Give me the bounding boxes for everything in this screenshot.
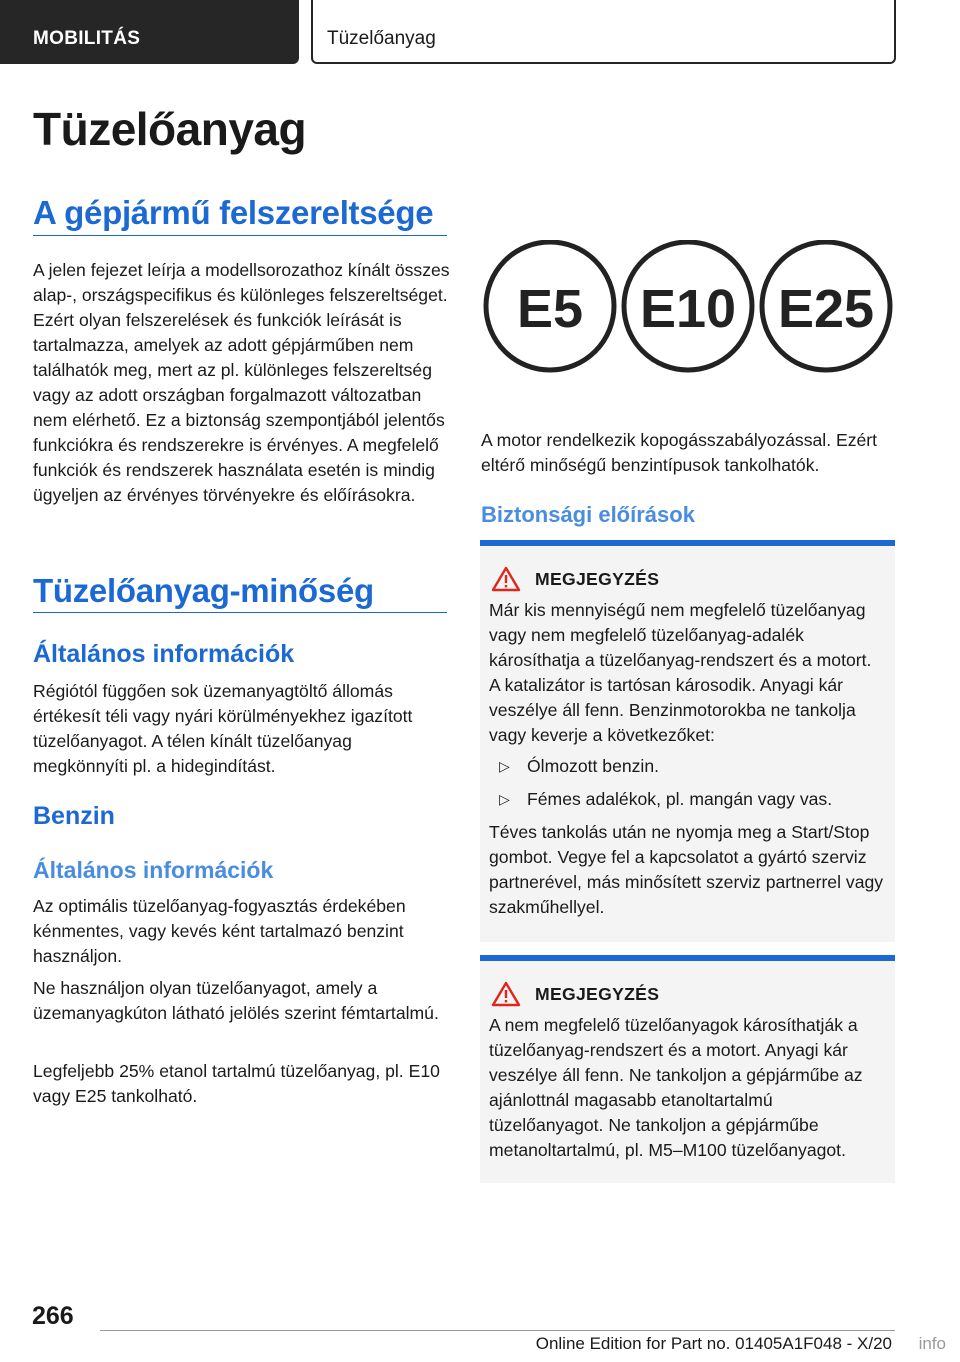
heading-fuel-quality: Tüzelőanyag-minőség: [33, 572, 374, 609]
paragraph-benzin-1: Az optimális tüzelőanyag-fogyasztás érdekében kénmentes, vagy kevés ként tartalmazó benzint használjon.: [33, 896, 406, 966]
warning-icon: [491, 981, 521, 1007]
edition-text: Online Edition for Part no. 01405A1F048 - X/20: [535, 1334, 892, 1353]
heading-equipment: A gépjármű felszereltsége: [33, 194, 434, 231]
paragraph-equipment: A jelen fejezet leírja a modellsorozathoz kínált összes alap-, országspecifikus és különleges felszereltséget. Ezért olyan felszerelések és funkciók leírását is tartalmazza, amelyek az adott gépjárműben nem találhatók meg, mert az pl. különleges felszereltség vagy az adott országban forgalmazott változatban nem elérhető. Ez a biztonság szempontjából jelentős funkciókra és rendszerekre is érvényes. A megfelelő funkciók és rendszerek használata esetén is mindig ügyeljen az érvényes törvényekre és előírásokra.: [33, 260, 450, 505]
heading-general-info-benzin: Általános információk: [33, 857, 274, 883]
paragraph-benzin-3: Legfeljebb 25% etanol tartalmú tüzelőanyag, pl. E10 vagy E25 tankolható.: [33, 1061, 440, 1106]
heading-safety: Biztonsági előírások: [481, 502, 695, 527]
triangle-bullet-icon: ▷: [499, 758, 510, 774]
notice-title: MEGJEGYZÉS: [535, 568, 660, 589]
notice-text: Már kis mennyiségű nem megfelelő tüzelőanyag vagy nem megfelelő tüzelőanyag-adalék károsíthatja a tüzelőanyag-rendszert és a motort. A katalizátor is tartósan károsodik. Anyagi kár veszélye áll fenn. Benzinmotorokba ne tankolja vagy keverje a következőket:: [489, 600, 872, 745]
notice-header: [489, 566, 886, 592]
chapter-label: Tüzelőanyag: [327, 28, 436, 49]
fuel-badge-e5: [486, 242, 614, 370]
fuel-label-e25: E25: [777, 279, 875, 339]
section-label: MOBILITÁS: [33, 28, 141, 49]
fuel-label-e10: E10: [639, 279, 737, 339]
heading-benzin: Benzin: [33, 802, 115, 830]
page-title: Tüzelőanyag: [33, 103, 307, 155]
heading-general-info: Általános információk: [33, 640, 295, 668]
fuel-badge-e10: [624, 242, 752, 370]
notice-text: A nem megfelelő tüzelőanyagok károsíthatják a tüzelőanyag-rendszert és a motort. Anyagi kár veszélye áll fenn. Ne tankoljon a gépjárműbe az ajánlottnál magasabb etanoltartalmú tüzelőanyagot. Ne tankoljon a gépjárműbe metanoltartalmú, pl. M5–M100 tüzelőanyagot.: [489, 1015, 863, 1160]
watermark: info: [918, 1334, 946, 1353]
paragraph-general-info: Régiótól függően sok üzemanyagtöltő állomás értékesít téli vagy nyári körülményekhez igazított tüzelőanyagot. A télen kínált tüzelőanyag megkönnyíti pl. a hidegindítást.: [33, 681, 413, 776]
paragraph-engine: A motor rendelkezik kopogásszabályozással. Ezért eltérő minőségű benzintípusok tankolhatók.: [481, 430, 878, 475]
list-item: ▷ Fémes adalékok, pl. mangán vagy vas.: [489, 787, 886, 812]
fuel-label-e5: E5: [516, 279, 584, 339]
notice-box-2: [480, 955, 895, 1183]
triangle-bullet-icon: ▷: [499, 791, 510, 807]
fuel-grade-icons: [480, 240, 900, 400]
footer-rule: [100, 1330, 895, 1331]
notice-box-1: [480, 540, 895, 942]
section-tab: [0, 0, 299, 64]
warning-icon: [491, 566, 521, 592]
notice-list: [489, 754, 886, 812]
chapter-tab: [311, 0, 896, 64]
notice-followup: Téves tankolás után ne nyomja meg a Start/Stop gombot. Vegye fel a kapcsolatot a gyártó szerviz partnerével, más minősített szerviz partnerrel vagy szakműhellyel.: [489, 822, 884, 917]
notice-header: [489, 981, 886, 1007]
notice-title: MEGJEGYZÉS: [535, 983, 660, 1004]
paragraph-benzin-2: Ne használjon olyan tüzelőanyagot, amely a üzemanyagkúton látható jelölés szerint fémtartalmú.: [33, 978, 439, 1023]
page-number: 266: [32, 1302, 74, 1330]
heading-rule: [33, 612, 447, 613]
list-item: ▷ Ólmozott benzin.: [489, 754, 886, 779]
heading-rule: [33, 235, 447, 236]
fuel-badge-e25: [762, 242, 890, 370]
